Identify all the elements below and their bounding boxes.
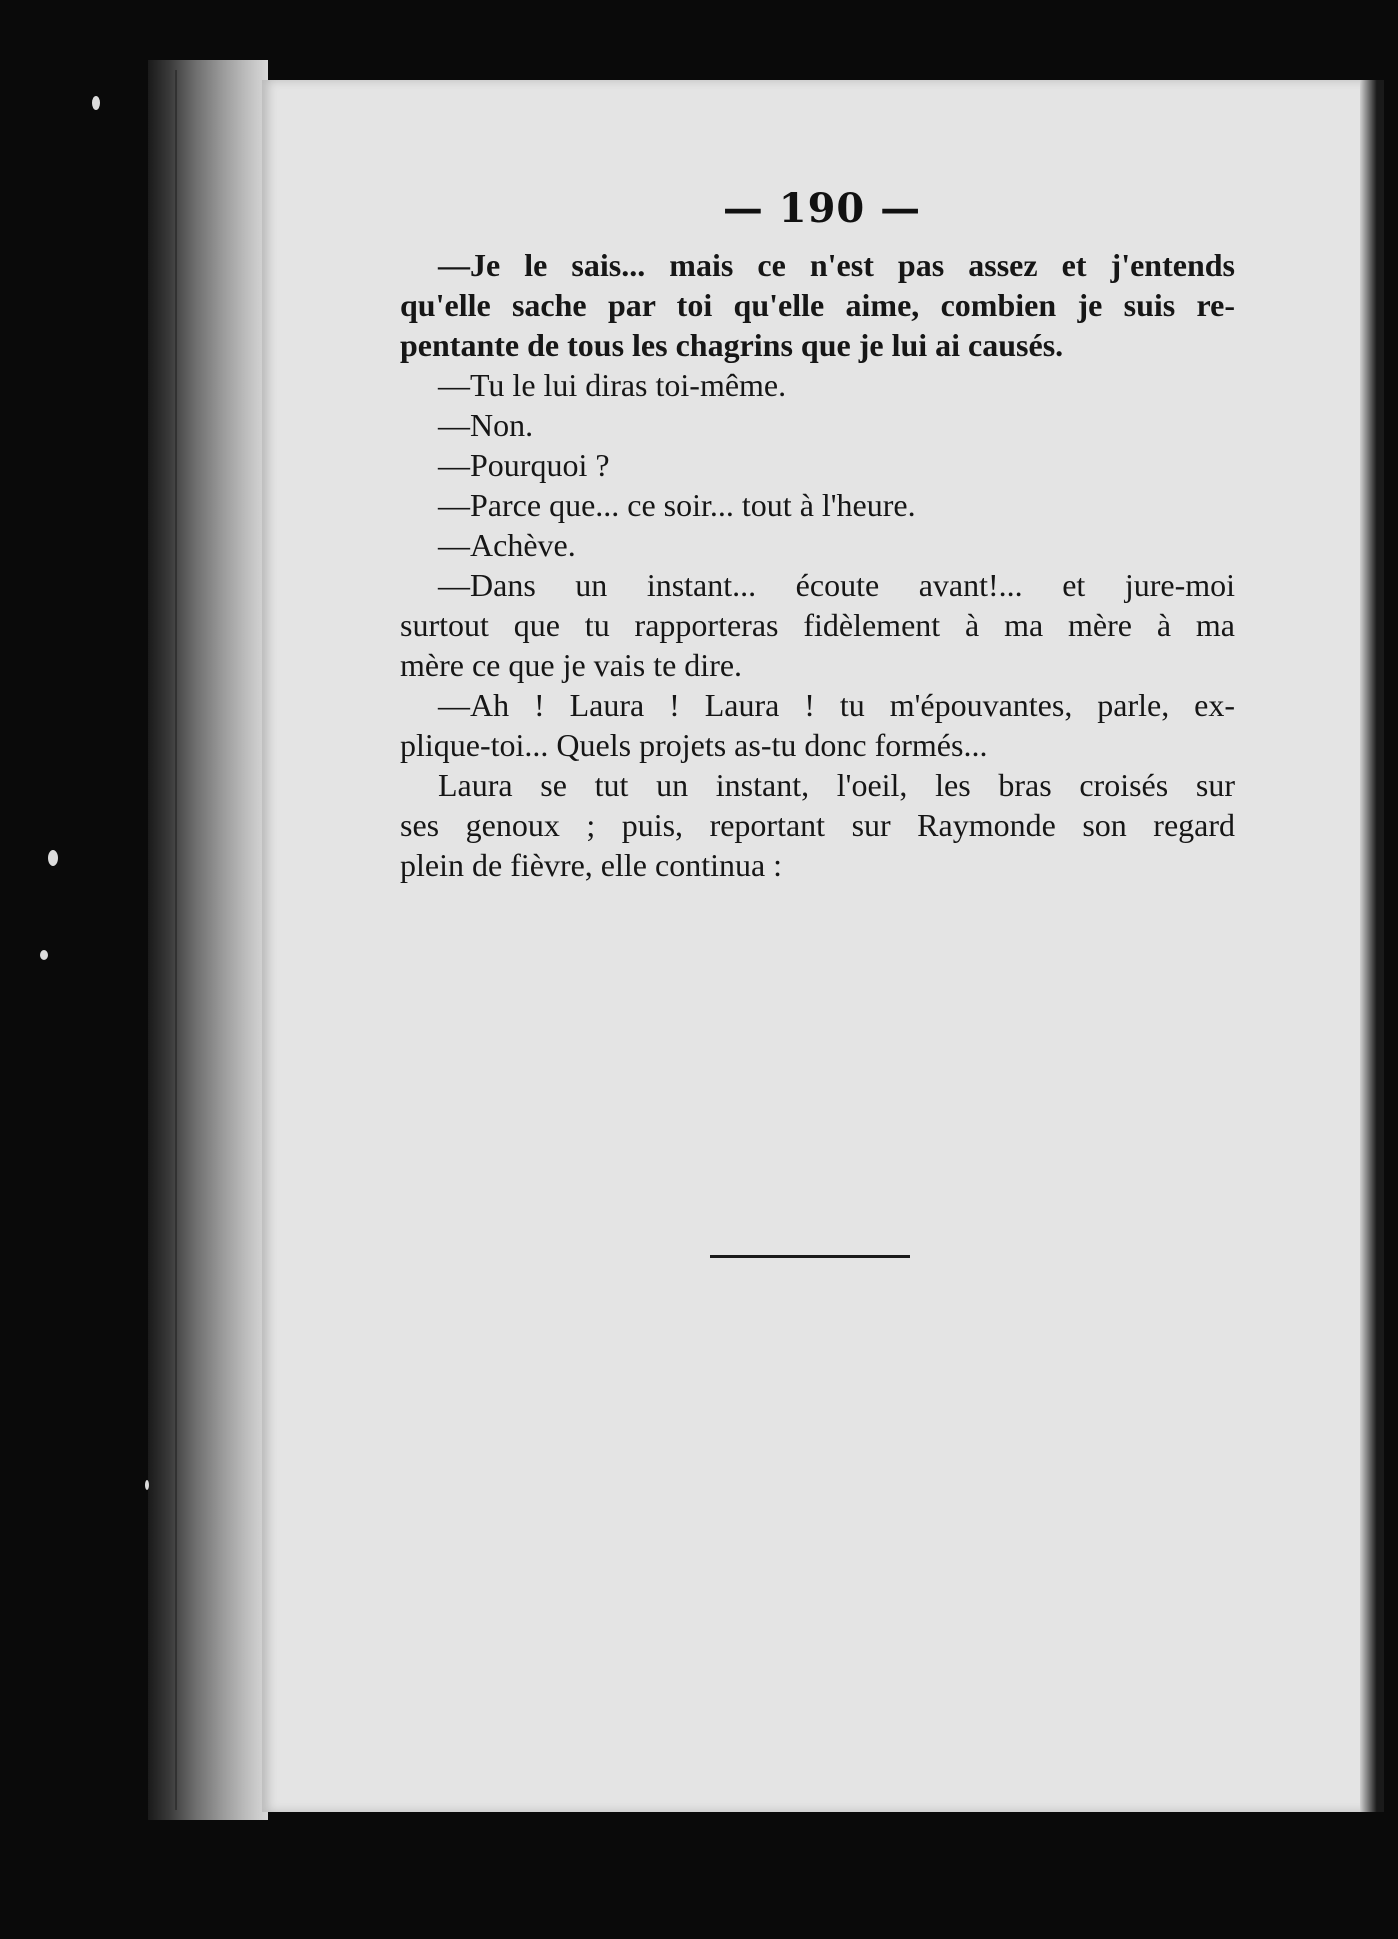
book-page: [262, 80, 1382, 1812]
text-line: —Non.: [438, 407, 534, 443]
text-line: —Achève.: [438, 527, 576, 563]
text-line: —Parce que... ce soir... tout à l'heure.: [438, 487, 916, 523]
book-binding: [148, 60, 268, 1820]
scan-speck: [48, 850, 58, 866]
text-line: mère ce que je vais te dire.: [400, 647, 743, 683]
binding-crease: [175, 70, 177, 1810]
text-line: qu'elle sache par toi qu'elle aime, combien je suis re-: [400, 287, 1235, 323]
section-end-rule: [710, 1255, 910, 1258]
text-line: —Je le sais... mais ce n'est pas assez et j'entends: [438, 247, 1235, 283]
text-line: pentante de tous les chagrins que je lui ai causés.: [400, 327, 1064, 363]
text-line: ses genoux ; puis, reportant sur Raymonde son regard: [400, 807, 1235, 843]
scan-speck: [40, 950, 48, 960]
text-line: —Ah ! Laura ! Laura ! tu m'épouvantes, parle, ex-: [438, 687, 1235, 723]
text-line: plein de fièvre, elle continua :: [400, 847, 783, 883]
text-line: surtout que tu rapporteras fidèlement à ma mère à ma: [400, 607, 1235, 643]
scan-speck: [92, 96, 100, 110]
text-line: —Pourquoi ?: [438, 447, 610, 483]
scan-speck: [145, 1480, 149, 1490]
text-line: plique-toi... Quels projets as-tu donc formés...: [400, 727, 988, 763]
page-edge-shadow: [1360, 80, 1384, 1812]
text-line: Laura se tut un instant, l'oeil, les bras croisés sur: [438, 767, 1235, 803]
text-line: —Tu le lui diras toi-même.: [438, 367, 787, 403]
text-line: —Dans un instant... écoute avant!... et jure-moi: [438, 567, 1235, 603]
body-text: [400, 245, 1235, 885]
page-number: — 190 —: [722, 185, 922, 232]
